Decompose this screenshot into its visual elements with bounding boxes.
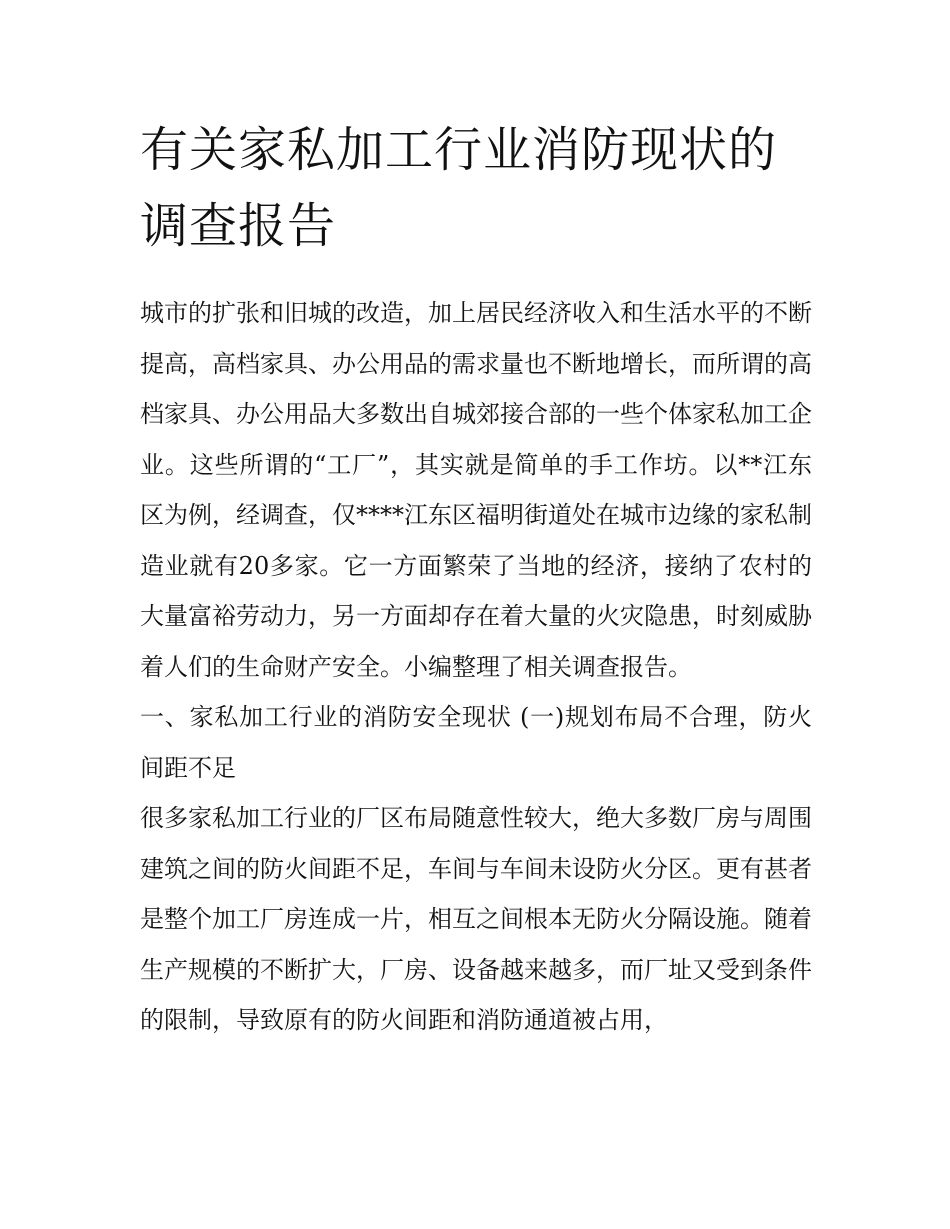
- body-paragraph-layout: 很多家私加工行业的厂区布局随意性较大，绝大多数厂房与周围建筑之间的防火间距不足，车间与车间未设防火分区。更有甚者是整个加工厂房连成一片，相互之间根本无防火分隔设施。随着生产规模的不断扩大，厂房、设备越来越多，而厂址又受到条件的限制，导致原有的防火间距和消防通道被占用，: [140, 804, 812, 1034]
- document-page: [140, 112, 812, 1046]
- body-paragraph-intro: 城市的扩张和旧城的改造，加上居民经济收入和生活水平的不断提高，高档家具、办公用品的需求量也不断地增长，而所谓的高档家具、办公用品大多数出自城郊接合部的一些个体家私加工企业。这些所谓的“工厂”，其实就是简单的手工作坊。以**江东区为例，经调查，仅****江东区福明街道处在城市边缘的家私制造业就有20多家。它一方面繁荣了当地的经济，接纳了农村的大量富裕劳动力，另一方面却存在着大量的火灾隐患，时刻威胁着人们的生命财产安全。小编整理了相关调查报告。: [140, 299, 812, 681]
- document-title: 有关家私加工行业消防现状的调查报告: [140, 122, 778, 254]
- section-heading-1: 一、家私加工行业的消防安全现状 (一)规划布局不合理，防火间距不足: [140, 703, 812, 782]
